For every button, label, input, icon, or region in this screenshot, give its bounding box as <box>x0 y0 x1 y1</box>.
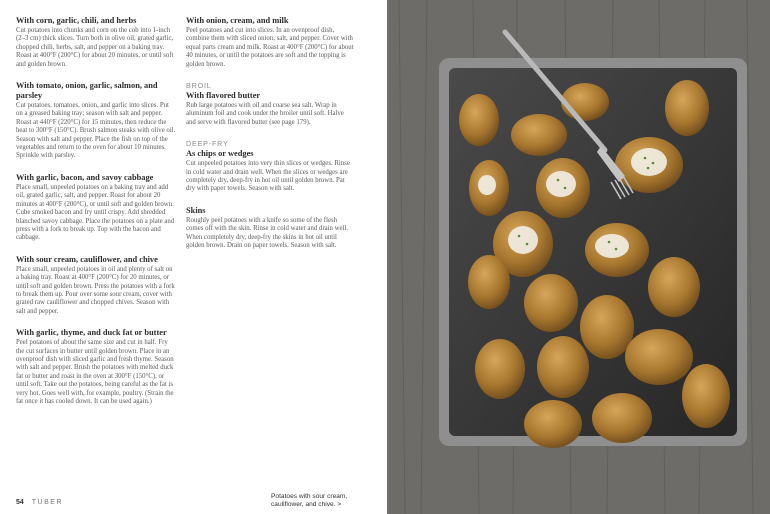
recipe-section <box>16 173 176 243</box>
page-number: 54 <box>16 499 24 506</box>
photo-caption: Potatoes with sour cream, cauliflower, and chive. > <box>271 493 348 508</box>
recipe-heading: With garlic, bacon, and savoy cabbage <box>16 172 154 182</box>
recipe-heading: Skins <box>186 205 206 215</box>
recipe-text: Roughly peel potatoes with a knife so some of the flesh comes off with the skin. Rinse in cold water and drain well. When completely dry, deep-fry the skins in hot oil until golden brown. Drain on paper towels. Season with salt. <box>186 216 349 250</box>
recipe-text: Place small, unpeeled potatoes on a baking tray and add oil, grated garlic, salt, and pepper. Roast for about 20 minutes at 400°F (200°C), or until soft and golden brown. Cube smoked bacon and fry until crispy. Add shredded blanched savoy cabbage. Place the potatoes on a plate and press with a fork to break up. Top with the bacon and cabbage. <box>16 183 175 242</box>
potato-tray-photo <box>387 0 770 514</box>
recipe-section <box>186 206 354 251</box>
recipe-section <box>16 81 176 161</box>
recipe-text: Peel potatoes and cut into slices. In an ovenproof dish, combine them with sliced onion, salt, and pepper. Cover with equal parts cream and milk. Roast at 400°F (200°C) for about 40 minutes, or until the potatoes are soft and the topping is golden brown. <box>186 27 354 68</box>
section-name: TUBER <box>31 499 63 506</box>
recipe-section <box>186 81 354 127</box>
recipe-heading: With garlic, thyme, and duck fat or butter <box>16 328 167 338</box>
recipe-text: Cut unpeeled potatoes into very thin slices or wedges. Rinse in cold water and drain well. When the slices or wedges are completely dry, deep-fry in hot oil until golden brown. Pat dry with paper towels. Season with salt. <box>186 160 350 193</box>
recipe-heading: With corn, garlic, chili, and herbs <box>16 16 137 25</box>
recipe-text: Cut potatoes into chunks and corn on the cob into 1-inch (2–3 cm) thick slices. Turn both in olive oil, grated garlic, chopped chili, herbs, salt, and pepper on a baking tray. Roast at 400°F (200°C) for about 20 minutes, or until soft and golden brown. <box>16 27 174 68</box>
recipe-section <box>16 16 176 69</box>
recipe-section <box>186 16 354 69</box>
recipe-heading: With tomato, onion, garlic, salmon, and parsley <box>16 81 158 101</box>
recipe-heading: With flavored butter <box>186 91 261 101</box>
page-footer <box>16 499 63 506</box>
recipe-text: Peel potatoes of about the same size and cut in half. Fry the cut surfaces in butter until golden brown. Place in an ovenproof dish with sliced garlic and fresh thyme. Season with salt and pepper. Brush the potatoes with melted duck fat or butter and roast in the oven at 300°F (150°C), or until soft. Take out the potatoes, being careful as the fat is very hot. Goes well with, for example, poultry. (Strain the fat once it has cooled down. It can be used again.) <box>16 339 174 405</box>
recipe-column-right <box>186 16 354 263</box>
method-caption: DEEP-FRY <box>186 139 229 149</box>
recipe-text: Rub large potatoes with oil and coarse sea salt. Wrap in aluminum foil and cook under the broiler until soft. Halve and serve with flavored butter (see page 179). <box>186 102 344 126</box>
recipe-heading: With onion, cream, and milk <box>186 16 289 25</box>
recipe-heading: With sour cream, cauliflower, and chive <box>16 254 158 264</box>
recipe-section <box>16 255 176 316</box>
recipe-column-left <box>16 16 176 418</box>
method-caption: BROIL <box>186 81 212 91</box>
recipe-section <box>16 328 176 406</box>
recipe-section <box>186 139 354 194</box>
recipe-text: Place small, unpeeled potatoes in oil and plenty of salt on a baking tray. Roast at 400°F (200°C) for 20 minutes, or until soft and golden brown. Press the potatoes with a fork to break them up. Pour over some sour cream, cover with grated raw cauliflower and chopped chives. Season with salt and pepper. <box>16 265 175 315</box>
recipe-text: Cut potatoes, tomatoes, onion, and garlic into slices. Put on a greased baking tray; season with salt and pepper. Roast at 440°F (220°C) for 15 minutes, then reduce the heat to 300°F (150°C). Brush salmon steaks with olive oil. Season with salt and pepper. Place the fish on top of the vegetables and return to the oven for about 10 minutes. Sprinkle with parsley. <box>16 102 176 160</box>
recipe-heading: As chips or wedges <box>186 149 254 159</box>
